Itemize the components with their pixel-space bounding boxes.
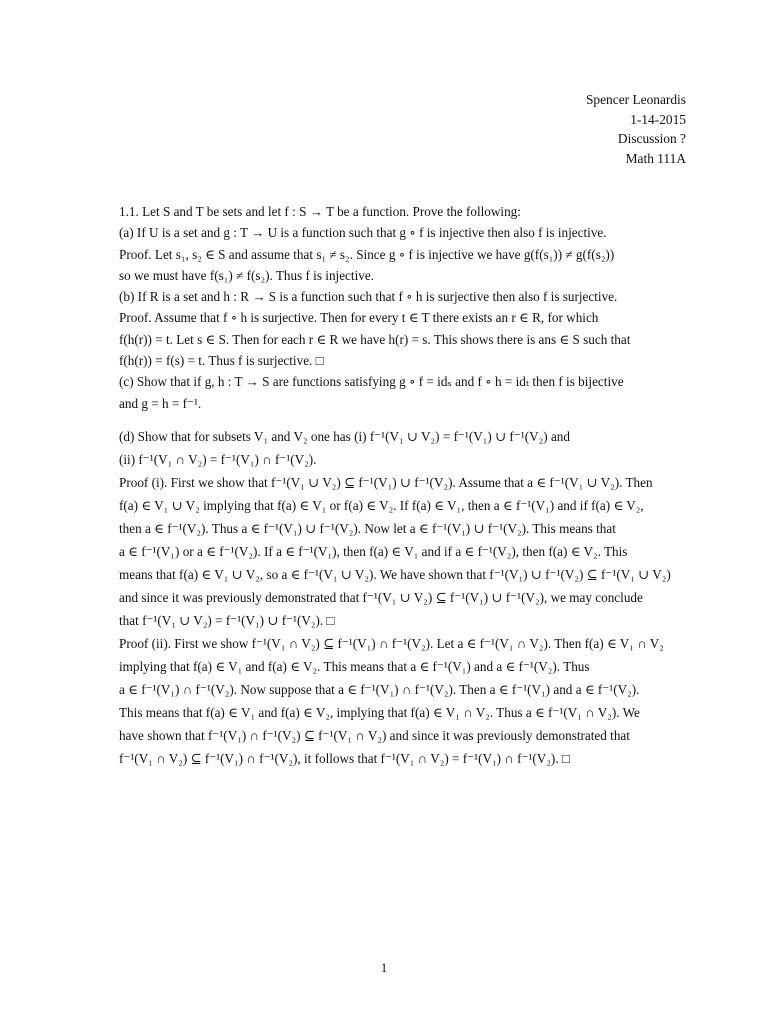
course-name: Math 111A [625, 150, 686, 166]
part-b-proof-line: f(h(r)) = t. Let s ∈ S. Then for each r ∈ R we have h(r) = s. This shows there is ans ∈ S such that [119, 331, 631, 347]
proof-ii-line: have shown that f⁻¹(V₁) ∩ f⁻¹(V₂) ⊆ f⁻¹(V₁ ∩ V₂) and since it was previously demonstrated that [119, 727, 630, 743]
proof-i-line: that f⁻¹(V₁ ∪ V₂) = f⁻¹(V₁) ∪ f⁻¹(V₂). □ [119, 612, 335, 628]
part-a-proof-line: Proof. Let s₁, s₂ ∈ S and assume that s₁ ≠ s₂. Since g ∘ f is injective we have g(f(s₁)) ≠ g(f(s₂)) [119, 246, 615, 262]
proof-ii-line: implying that f(a) ∈ V₁ and f(a) ∈ V₂. This means that a ∈ f⁻¹(V₁) and a ∈ f⁻¹(V₂). Thus [119, 658, 590, 674]
document-body [119, 201, 699, 770]
part-a-proof-line: so we must have f(s₁) ≠ f(s₂). Thus f is injective. [119, 267, 374, 283]
proof-i-line: means that f(a) ∈ V₁ ∪ V₂, so a ∈ f⁻¹(V₁ ∪ V₂). We have shown that f⁻¹(V₁) ∪ f⁻¹(V₂) ⊆ f⁻¹(V₁ ∪ V₂) [119, 566, 671, 582]
proof-i-line: and since it was previously demonstrated that f⁻¹(V₁ ∪ V₂) ⊆ f⁻¹(V₁) ∪ f⁻¹(V₂), we may conclude [119, 589, 643, 605]
part-d-statement: (ii) f⁻¹(V₁ ∩ V₂) = f⁻¹(V₁) ∩ f⁻¹(V₂). [119, 451, 317, 467]
part-c-statement: (c) Show that if g, h : T → S are functions satisfying g ∘ f = idₛ and f ∘ h = idₜ then f is bijective [119, 374, 624, 390]
part-d-statement: (d) Show that for subsets V₁ and V₂ one has (i) f⁻¹(V₁ ∪ V₂) = f⁻¹(V₁) ∪ f⁻¹(V₂) and [119, 428, 570, 444]
page-number: 1 [380, 960, 388, 975]
part-c-statement: and g = h = f⁻¹. [119, 395, 202, 411]
document-title: Discussion ? [617, 131, 686, 146]
proof-ii-line: a ∈ f⁻¹(V₁) ∩ f⁻¹(V₂). Now suppose that a ∈ f⁻¹(V₁) ∩ f⁻¹(V₂). Then a ∈ f⁻¹(V₁) and a ∈ f⁻¹(V₂). [119, 681, 640, 697]
proof-i-line: f(a) ∈ V₁ ∪ V₂ implying that f(a) ∈ V₁ or f(a) ∈ V₂. If f(a) ∈ V₁, then a ∈ f⁻¹(V₁) and if f(a) ∈ V₂, [119, 497, 644, 513]
proof-i-line: then a ∈ f⁻¹(V₂). Thus a ∈ f⁻¹(V₁) ∪ f⁻¹(V₂). Now let a ∈ f⁻¹(V₁) ∪ f⁻¹(V₂). This means that [119, 520, 616, 536]
proof-i-line: a ∈ f⁻¹(V₁) or a ∈ f⁻¹(V₂). If a ∈ f⁻¹(V₁), then f(a) ∈ V₁ and if a ∈ f⁻¹(V₂), then f(a) ∈ V₂. This [119, 543, 628, 559]
part-b-proof-line: f(h(r)) = f(s) = t. Thus f is surjective. □ [119, 353, 324, 369]
problem-statement: 1.1. Let S and T be sets and let f : S → T be a function. Prove the following: [119, 204, 521, 219]
part-a-statement: (a) If U is a set and g : T → U is a function such that g ∘ f is injective then also f is injective. [119, 225, 607, 241]
proof-i-line: Proof (i). First we show that f⁻¹(V₁ ∪ V₂) ⊆ f⁻¹(V₁) ∪ f⁻¹(V₂). Assume that a ∈ f⁻¹(V₁ ∪ V₂). Then [119, 474, 653, 490]
part-b-statement: (b) If R is a set and h : R → S is a function such that f ∘ h is surjective then also f is surjective. [119, 289, 618, 305]
proof-ii-line: f⁻¹(V₁ ∩ V₂) ⊆ f⁻¹(V₁) ∩ f⁻¹(V₂), it follows that f⁻¹(V₁ ∩ V₂) = f⁻¹(V₁) ∩ f⁻¹(V₂). □ [119, 750, 570, 766]
paragraph-gap [119, 414, 699, 425]
part-b-proof-line: Proof. Assume that f ∘ h is surjective. Then for every t ∈ T there exists an r ∈ R, for which [119, 310, 599, 326]
document-header [586, 90, 686, 168]
proof-ii-line: Proof (ii). First we show f⁻¹(V₁ ∩ V₂) ⊆ f⁻¹(V₁) ∩ f⁻¹(V₂). Let a ∈ f⁻¹(V₁ ∩ V₂). Then f(a) ∈ V₁ ∩ V₂ [119, 635, 664, 651]
proof-ii-line: This means that f(a) ∈ V₁ and f(a) ∈ V₂, implying that f(a) ∈ V₁ ∩ V₂. Thus a ∈ f⁻¹(V₁ ∩ V₂). We [119, 704, 640, 720]
author-name: Spencer Leonardis [585, 92, 686, 107]
document-date: 1-14-2015 [630, 111, 686, 127]
